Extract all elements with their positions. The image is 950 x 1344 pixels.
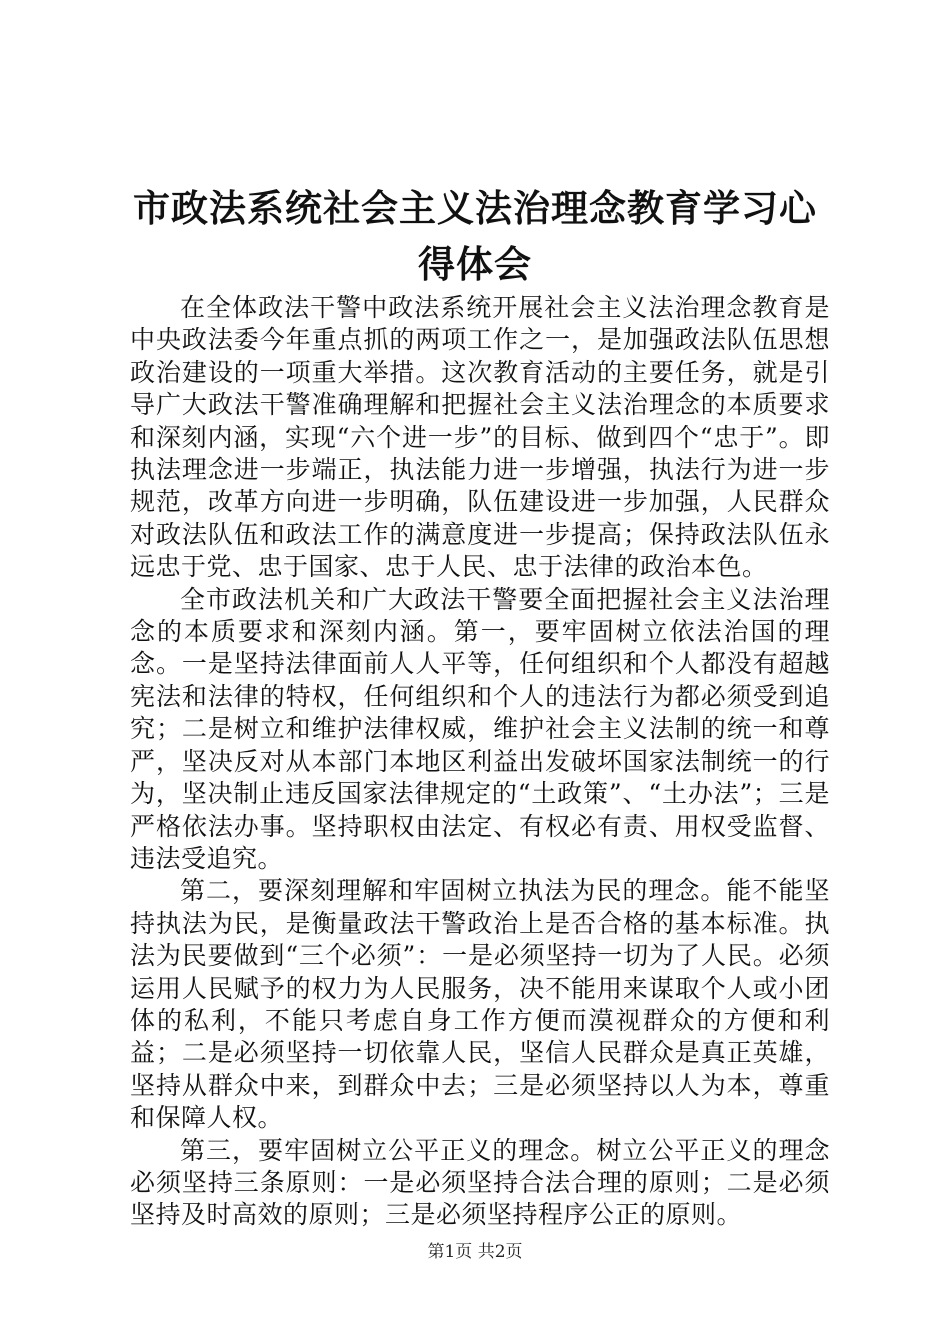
paragraph-4: 第三，要牢固树立公平正义的理念。树立公平正义的理念必须坚持三条原则：一是必须坚持合法合理的原则；二是必须坚持及时高效的原则；三是必须坚持程序公正的原则。	[130, 1135, 830, 1230]
page-footer: 第1页 共2页	[427, 1242, 523, 1262]
document-body	[130, 292, 830, 1232]
paragraph-3: 第二，要深刻理解和牢固树立执法为民的理念。能不能坚持执法为民，是衡量政法干警政治上是否合格的基本标准。执法为民要做到“三个必须”：一是必须坚持一切为了人民。必须运用人民赋予的权力为人民服务，决不能用来谋取个人或小团体的私利，不能只考虑自身工作方便而漠视群众的方便和利益；二是必须坚持一切依靠人民，坚信人民群众是真正英雄，坚持从群众中来，到群众中去；三是必须坚持以人为本，尊重和保障人权。	[130, 876, 830, 1133]
document-title: 市政法系统社会主义法治理念教育学习心得体会	[133, 186, 817, 286]
paragraph-2: 全市政法机关和广大政法干警要全面把握社会主义法治理念的本质要求和深刻内涵。第一，要牢固树立依法治国的理念。一是坚持法律面前人人平等，任何组织和个人都没有超越宪法和法律的特权，任何组织和个人的违法行为都必须受到追究；二是树立和维护法律权威，维护社会主义法制的统一和尊严，坚决反对从本部门本地区利益出发破坏国家法制统一的行为，坚决制止违反国家法律规定的“土政策”、“土办法”；三是严格依法办事。坚持职权由法定、有权必有责、用权受监督、违法受追究。	[130, 584, 830, 873]
paragraph-1: 在全体政法干警中政法系统开展社会主义法治理念教育是中央政法委今年重点抓的两项工作之一，是加强政法队伍思想政治建设的一项重大举措。这次教育活动的主要任务，就是引导广大政法干警准确理解和把握社会主义法治理念的本质要求和深刻内涵，实现“六个进一步”的目标、做到四个“忠于”。即执法理念进一步端正，执法能力进一步增强，执法行为进一步规范，改革方向进一步明确，队伍建设进一步加强，人民群众对政法队伍和政法工作的满意度进一步提高；保持政法队伍永远忠于党、忠于国家、忠于人民、忠于法律的政治本色。	[130, 293, 830, 582]
